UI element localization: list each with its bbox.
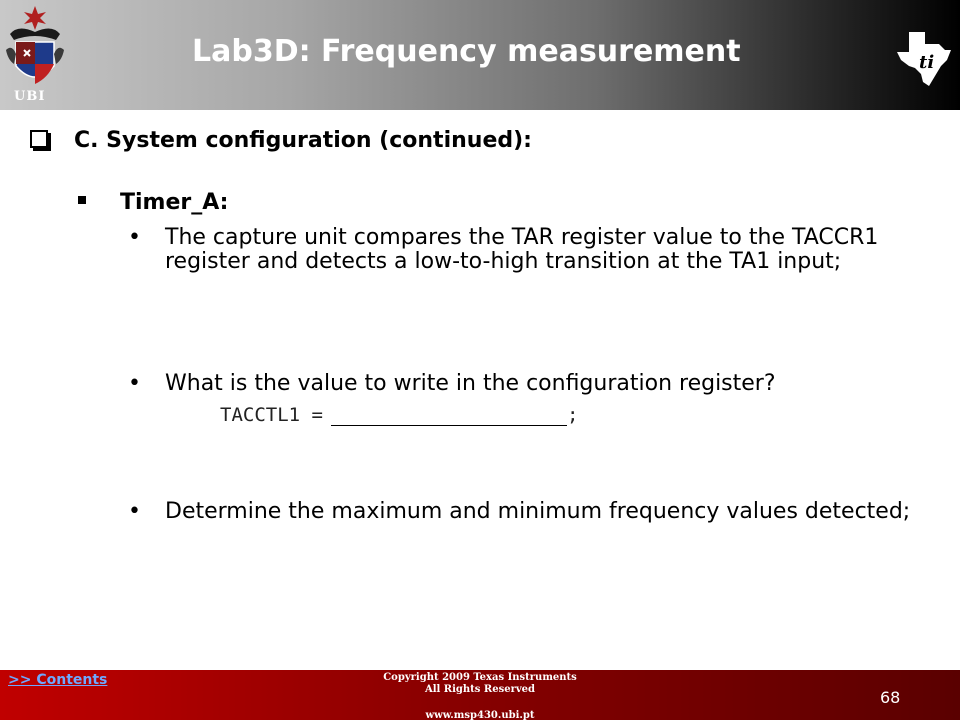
texas-instruments-logo-icon bbox=[895, 30, 953, 90]
contents-link[interactable]: >> Contents bbox=[8, 672, 108, 688]
page-number: 68 bbox=[880, 688, 901, 707]
slide-title: Lab3D: Frequency measurement bbox=[192, 34, 741, 69]
checkbox-bullet-icon bbox=[30, 130, 48, 148]
slide-header bbox=[0, 0, 960, 110]
bullet-dot-icon: • bbox=[128, 499, 141, 524]
square-bullet-icon bbox=[78, 196, 86, 204]
bullet-dot-icon: • bbox=[128, 225, 141, 250]
code-suffix: ; bbox=[566, 404, 579, 426]
bullet-dot-icon: • bbox=[128, 371, 141, 396]
website-url: www.msp430.ubi.pt bbox=[425, 710, 535, 721]
bullet-text: Determine the maximum and minimum frequency values detected; bbox=[165, 499, 911, 524]
university-label: UBI bbox=[14, 89, 46, 104]
slide-footer bbox=[0, 670, 960, 720]
section-heading-text: C. System configuration (continued): bbox=[74, 128, 532, 153]
copyright-line-2: All Rights Reserved bbox=[424, 684, 536, 695]
code-line bbox=[220, 404, 578, 426]
svg-text:ti: ti bbox=[919, 52, 935, 73]
bullet-text: The capture unit compares the TAR register value to the TACCR1 register and detects a low-to-high transition at the TA1 input; bbox=[165, 225, 879, 274]
copyright-notice bbox=[330, 672, 630, 722]
subheading-text: Timer_A: bbox=[120, 190, 229, 215]
copyright-line-1: Copyright 2009 Texas Instruments bbox=[383, 672, 577, 683]
bullet-text: What is the value to write in the configuration register? bbox=[165, 371, 776, 396]
code-prefix: TACCTL1 = bbox=[220, 404, 323, 426]
answer-blank bbox=[331, 405, 567, 426]
subheading bbox=[78, 190, 228, 215]
section-heading bbox=[30, 128, 532, 153]
university-crest-icon bbox=[4, 4, 66, 92]
